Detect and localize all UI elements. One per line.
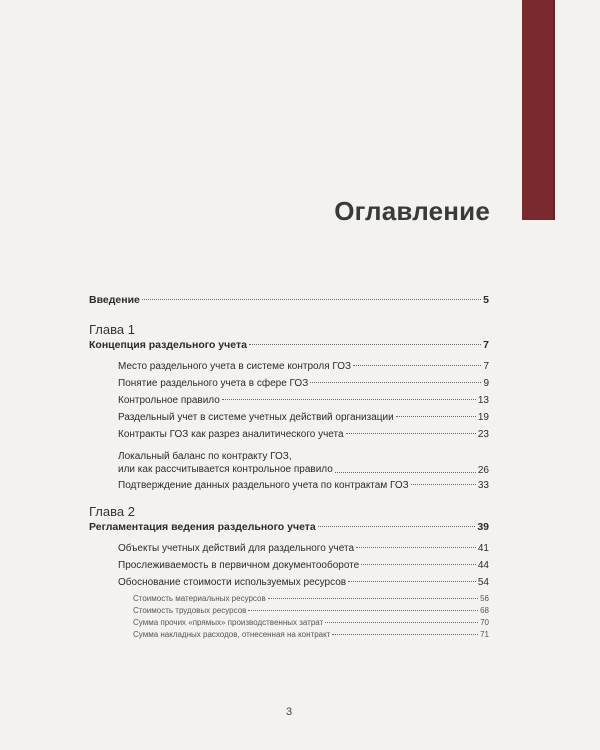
toc-entry-page: 9 xyxy=(483,378,489,389)
toc-entry-page: 26 xyxy=(477,465,489,476)
bookmark-tab xyxy=(522,0,555,220)
toc-entry-page: 13 xyxy=(477,395,489,406)
dot-leader xyxy=(310,382,481,383)
dot-leader xyxy=(332,634,478,635)
toc-entry-label: Регламентация ведения раздельного учета xyxy=(89,521,316,533)
toc-entry-label: Введение xyxy=(89,294,140,306)
page-title: Оглавление xyxy=(334,196,490,226)
toc-entry-page: 41 xyxy=(477,543,489,554)
dot-leader xyxy=(248,610,478,611)
dot-leader xyxy=(353,365,481,366)
toc-entry-label: Место раздельного учета в системе контроля ГОЗ xyxy=(118,361,352,372)
toc-entry-label: Обоснование стоимости используемых ресурсов xyxy=(118,577,347,588)
toc-entry-page: 71 xyxy=(480,630,489,639)
toc-entry-section[interactable] xyxy=(118,446,489,476)
toc-entry-label: Концепция раздельного учета xyxy=(89,339,247,351)
toc-entry-page: 5 xyxy=(483,294,489,306)
toc-entry-page: 54 xyxy=(477,577,489,588)
dot-leader xyxy=(142,299,481,300)
toc-entry-section[interactable] xyxy=(118,395,489,412)
chapter-2-label: Глава 2 xyxy=(89,504,135,519)
toc-entry-label: Сумма прочих «прямых» производственных затрат xyxy=(133,618,324,627)
toc-entry-label: Контрольное правило xyxy=(118,395,220,406)
toc-entry-subsection[interactable] xyxy=(133,594,489,606)
toc-entry-label xyxy=(118,450,333,476)
toc-entry-page: 7 xyxy=(483,339,489,351)
toc-entry-chapter-2[interactable] xyxy=(89,521,489,539)
toc-entry-page: 19 xyxy=(477,412,489,423)
toc-entry-intro[interactable] xyxy=(89,294,489,312)
toc-entry-page: 56 xyxy=(480,594,489,603)
dot-leader xyxy=(318,526,476,527)
dot-leader xyxy=(325,622,478,623)
toc-entry-section[interactable] xyxy=(118,412,489,429)
page-number: 3 xyxy=(286,706,293,718)
toc-entry-label: Подтверждение данных раздельного учета по контрактам ГОЗ xyxy=(118,480,409,491)
toc-entry-label: Понятие раздельного учета в сфере ГОЗ xyxy=(118,378,309,389)
toc-entry-page: 44 xyxy=(477,560,489,571)
dot-leader xyxy=(335,472,476,473)
toc-entry-page: 70 xyxy=(480,618,489,627)
toc-entry-page: 33 xyxy=(477,480,489,491)
toc-entry-label: Контракты ГОЗ как разрез аналитического учета xyxy=(118,429,344,440)
dot-leader xyxy=(249,344,481,345)
toc-entry-section[interactable] xyxy=(118,480,489,497)
toc-entry-section[interactable] xyxy=(118,361,489,378)
toc-entry-label-line-1: Локальный баланс по контракту ГОЗ, xyxy=(118,451,292,462)
toc-entry-page: 39 xyxy=(477,521,489,533)
dot-leader xyxy=(361,564,476,565)
toc-entry-label: Прослеживаемость в первичном документообороте xyxy=(118,560,360,571)
toc-entry-subsection[interactable] xyxy=(133,618,489,630)
dot-leader xyxy=(348,581,476,582)
toc-entry-label: Стоимость материальных ресурсов xyxy=(133,594,266,603)
dot-leader xyxy=(346,433,476,434)
dot-leader xyxy=(356,547,476,548)
toc-entry-label-line-2: или как рассчитывается контрольное правило xyxy=(118,464,333,475)
toc-entry-chapter-1[interactable] xyxy=(89,339,489,357)
toc-entry-label: Стоимость трудовых ресурсов xyxy=(133,606,247,615)
dot-leader xyxy=(396,416,476,417)
toc-entry-page: 7 xyxy=(483,361,489,372)
toc-entry-section[interactable] xyxy=(118,543,489,560)
toc-entry-subsection[interactable] xyxy=(133,630,489,642)
dot-leader xyxy=(411,484,476,485)
toc-entry-page: 23 xyxy=(477,429,489,440)
toc-entry-label: Сумма накладных расходов, отнесенная на контракт xyxy=(133,630,331,639)
toc-entry-section[interactable] xyxy=(118,378,489,395)
dot-leader xyxy=(268,598,478,599)
toc-entry-section[interactable] xyxy=(118,429,489,446)
toc-entry-subsection[interactable] xyxy=(133,606,489,618)
toc-entry-section[interactable] xyxy=(118,577,489,594)
toc-entry-section[interactable] xyxy=(118,560,489,577)
toc-entry-page: 68 xyxy=(480,606,489,615)
toc-entry-label: Объекты учетных действий для раздельного учета xyxy=(118,543,355,554)
toc-entry-label: Раздельный учет в системе учетных действий организации xyxy=(118,412,394,423)
chapter-1-label: Глава 1 xyxy=(89,322,135,337)
table-of-contents xyxy=(89,294,489,642)
dot-leader xyxy=(222,399,476,400)
